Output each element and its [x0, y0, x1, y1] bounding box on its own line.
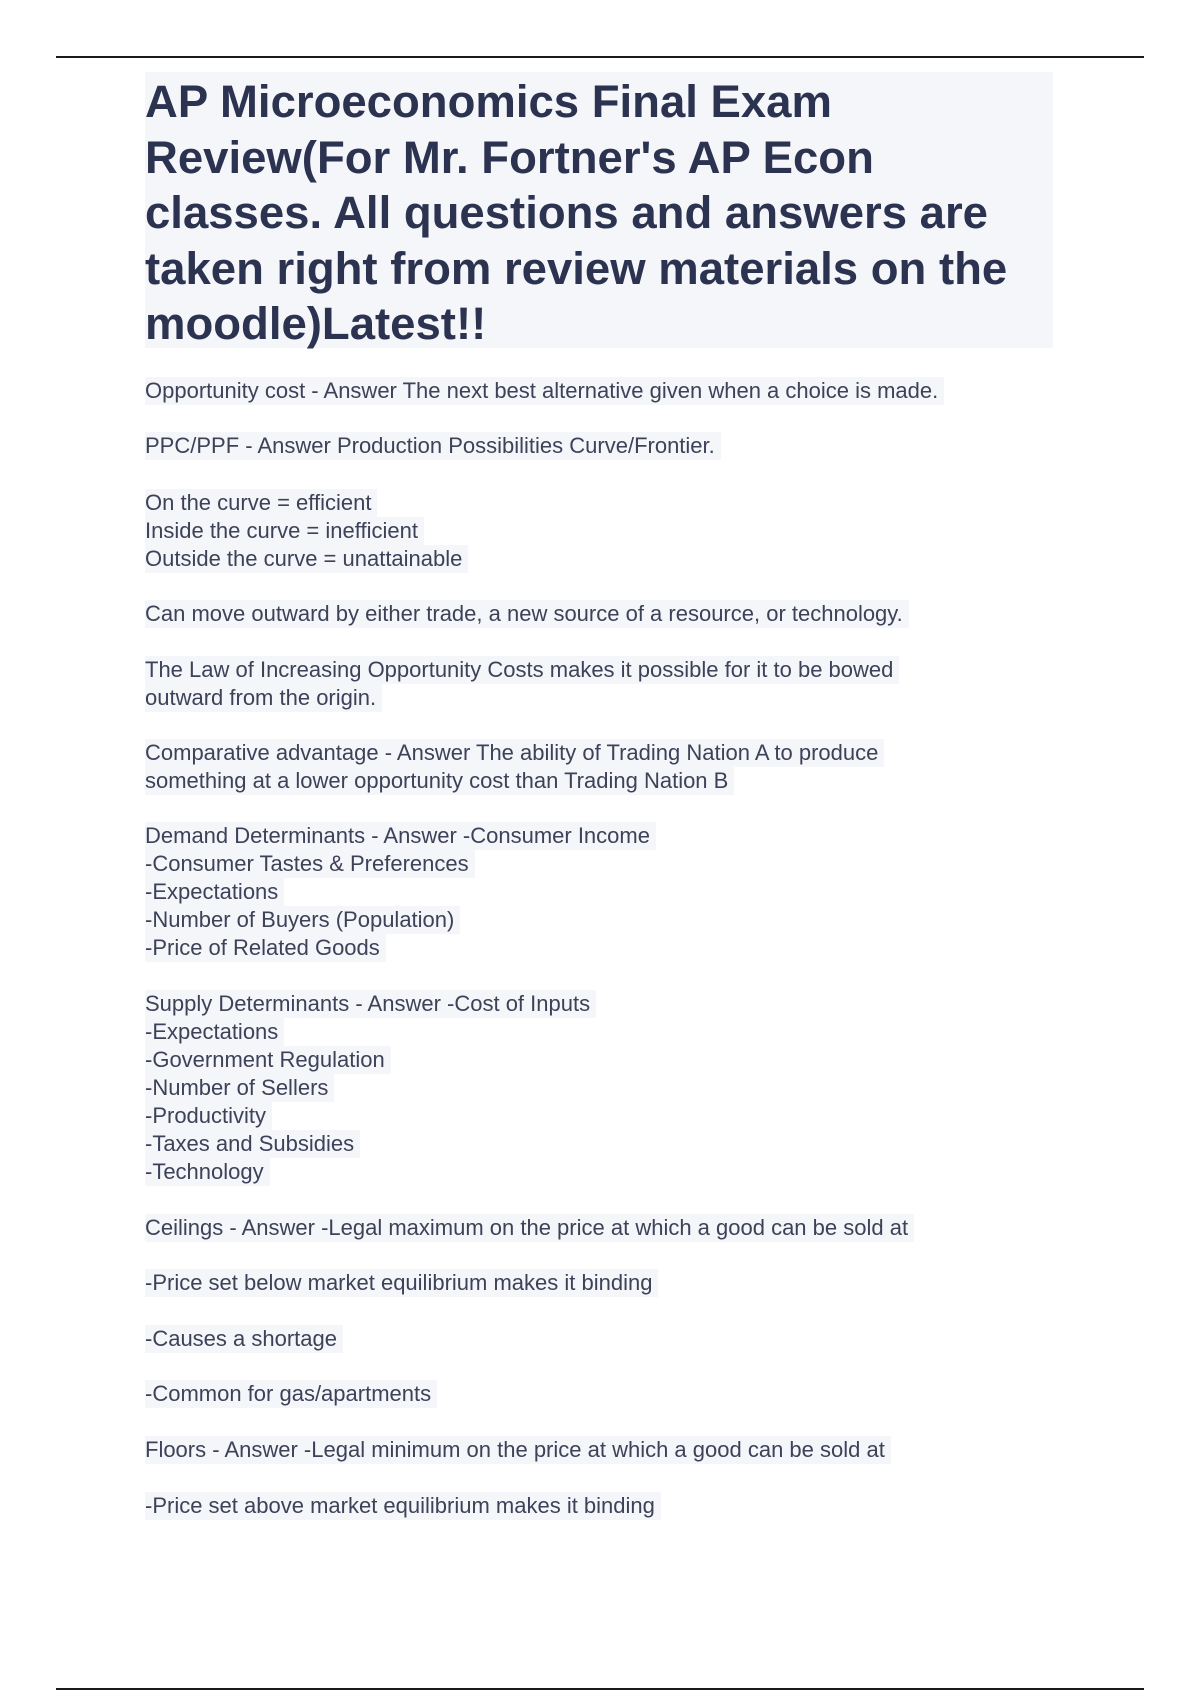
entry-line: outward from the origin.	[145, 684, 382, 712]
entry-line: On the curve = efficient	[145, 489, 377, 517]
entry-line: -Consumer Tastes & Preferences	[145, 850, 475, 878]
entry-move-outward	[145, 600, 909, 628]
entry-floor-binding	[145, 1492, 661, 1520]
entry-line: -Expectations	[145, 1018, 284, 1046]
entry-line: -Taxes and Subsidies	[145, 1130, 360, 1158]
entry-line: -Price of Related Goods	[145, 934, 386, 962]
entry-line: -Technology	[145, 1158, 270, 1186]
entry-line: -Expectations	[145, 878, 284, 906]
entry-curve-positions	[145, 489, 468, 573]
entry-line: PPC/PPF - Answer Production Possibilities Curve/Frontier.	[145, 432, 721, 460]
bottom-rule	[56, 1688, 1144, 1690]
entry-line: -Common for gas/apartments	[145, 1380, 437, 1408]
entry-line: Ceilings - Answer -Legal maximum on the price at which a good can be sold at	[145, 1214, 914, 1242]
entry-line: -Government Regulation	[145, 1046, 391, 1074]
entry-comparative-advantage	[145, 739, 884, 795]
top-rule	[56, 56, 1144, 58]
entry-opportunity-cost	[145, 377, 944, 405]
document-title: AP Microeconomics Final Exam Review(For Mr. Fortner's AP Econ classes. All questions and answers are taken right from review materials on the moodle)Latest!!	[145, 76, 1008, 349]
entry-line: Comparative advantage - Answer The ability of Trading Nation A to produce	[145, 739, 884, 767]
entry-line: Inside the curve = inefficient	[145, 517, 424, 545]
entry-line: Can move outward by either trade, a new source of a resource, or technology.	[145, 600, 909, 628]
entry-ceilings	[145, 1214, 914, 1242]
entry-line: -Number of Sellers	[145, 1074, 334, 1102]
entry-line: -Number of Buyers (Population)	[145, 906, 460, 934]
entry-line: Opportunity cost - Answer The next best alternative given when a choice is made.	[145, 377, 944, 405]
entry-line: -Causes a shortage	[145, 1325, 343, 1353]
entry-floors	[145, 1436, 891, 1464]
entry-line: The Law of Increasing Opportunity Costs makes it possible for it to be bowed	[145, 656, 899, 684]
entry-line: -Price set above market equilibrium makes it binding	[145, 1492, 661, 1520]
entry-supply-determinants	[145, 990, 596, 1186]
entry-line: -Price set below market equilibrium makes it binding	[145, 1269, 658, 1297]
entry-ceiling-common	[145, 1380, 437, 1408]
entry-increasing-costs	[145, 656, 899, 712]
entry-ceiling-binding	[145, 1269, 658, 1297]
entry-line: Outside the curve = unattainable	[145, 545, 468, 573]
entry-line: Floors - Answer -Legal minimum on the price at which a good can be sold at	[145, 1436, 891, 1464]
entry-line: -Productivity	[145, 1102, 272, 1130]
entry-ceiling-shortage	[145, 1325, 343, 1353]
entry-ppc-ppf	[145, 432, 721, 460]
entry-demand-determinants	[145, 822, 656, 962]
entry-line: Supply Determinants - Answer -Cost of Inputs	[145, 990, 596, 1018]
entry-line: something at a lower opportunity cost than Trading Nation B	[145, 767, 734, 795]
entry-line: Demand Determinants - Answer -Consumer Income	[145, 822, 656, 850]
